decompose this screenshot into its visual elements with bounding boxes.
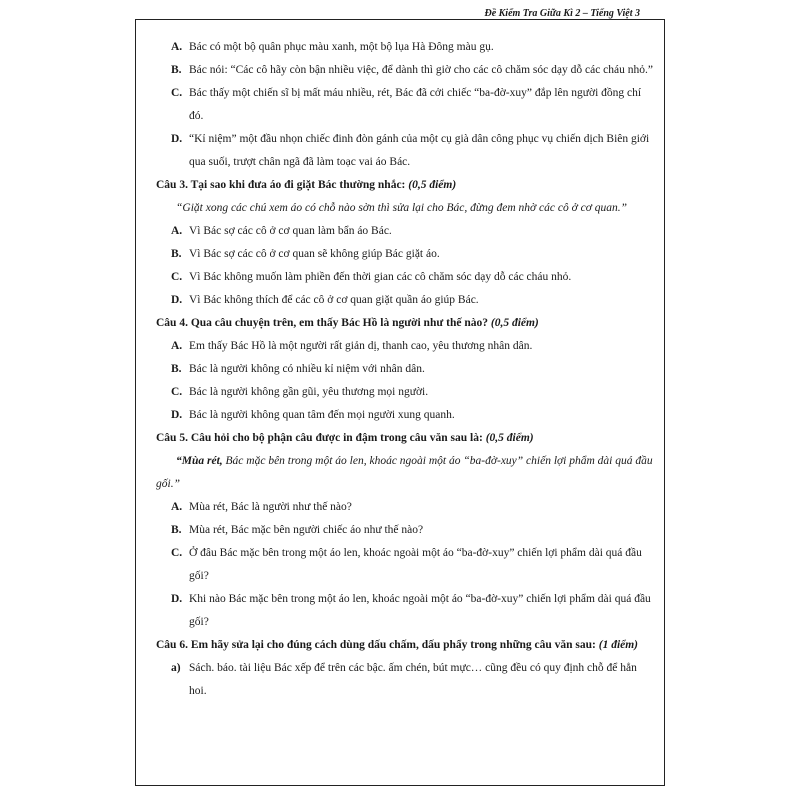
option-text: Bác có một bộ quân phục màu xanh, một bộ lụa Hà Đông màu gụ.: [189, 41, 494, 53]
option-letter: D.: [171, 294, 183, 306]
option-text: Bác nói: “Các cô hãy còn bận nhiều việc, để dành thì giờ cho các cô chăm sóc dạy dỗ các cháu nhỏ.”: [189, 64, 653, 76]
answer-option: [156, 266, 656, 289]
question-text: Câu 4. Qua câu chuyện trên, em thấy Bác Hồ là người như thế nào?: [156, 317, 491, 329]
question-text: Câu 3. Tại sao khi đưa áo đi giặt Bác thường nhắc:: [156, 179, 409, 191]
answer-option: [156, 289, 656, 312]
answer-option: [156, 381, 656, 404]
answer-option: [156, 36, 656, 59]
option-text: Vì Bác sợ các cô ở cơ quan làm bẩn áo Bác.: [189, 225, 392, 237]
quoted-passage: [156, 197, 656, 220]
option-letter: D.: [171, 133, 183, 145]
option-letter: C.: [171, 87, 183, 99]
option-text: Vì Bác không muốn làm phiền đến thời gian các cô chăm sóc dạy dỗ các cháu nhỏ.: [189, 271, 572, 283]
question-text: Câu 5. Câu hỏi cho bộ phận câu được in đậm trong câu văn sau là:: [156, 432, 486, 444]
question-points: (1 điểm): [598, 639, 639, 651]
option-letter: B.: [171, 248, 182, 260]
option-letter: B.: [171, 524, 182, 536]
option-text: “Kỉ niệm” một đầu nhọn chiếc đinh đòn gánh của một cụ già dân công phục vụ chiến dịch Biên giới qua suối, trượt chân ngã đã làm toạc vai áo Bác.: [189, 133, 650, 168]
answer-option: [156, 358, 656, 381]
option-text: Bác là người không gần gũi, yêu thương mọi người.: [189, 386, 429, 398]
quoted-passage: [156, 450, 656, 496]
quote-text: Bác mặc bên trong một áo len, khoác ngoài một áo “ba-đờ-xuy” chiến lợi phẩm dài quá đầu gối.”: [156, 455, 653, 490]
answer-option: [156, 128, 656, 174]
page-header: Đề Kiểm Tra Giữa Kì 2 – Tiếng Việt 3: [484, 8, 640, 19]
option-letter: C.: [171, 386, 183, 398]
answer-option: [156, 519, 656, 542]
question-points: (0,5 điểm): [485, 432, 534, 444]
option-letter: B.: [171, 363, 182, 375]
answer-option: [156, 243, 656, 266]
question-points: (0,5 điểm): [408, 179, 457, 191]
question-title: [156, 174, 656, 197]
option-text: Vì Bác không thích để các cô ở cơ quan giặt quần áo giúp Bác.: [189, 294, 479, 306]
option-letter: B.: [171, 64, 182, 76]
answer-option: [156, 82, 656, 128]
answer-option: [156, 220, 656, 243]
answer-option: [156, 588, 656, 634]
answer-option: [156, 657, 656, 703]
option-letter: A.: [171, 501, 183, 513]
answer-option: [156, 542, 656, 588]
question-title: [156, 312, 656, 335]
option-text: Khi nào Bác mặc bên trong một áo len, khoác ngoài một áo “ba-đờ-xuy” chiến lợi phẩm dài quá đầu gối?: [189, 593, 651, 628]
exam-content: [156, 36, 656, 703]
option-text: Sách. báo. tài liệu Bác xếp để trên các bậc. ấm chén, bút mực… cũng đều có quy định chỗ để hẳn hoi.: [189, 662, 637, 697]
quote-text: “Giặt xong các chú xem áo có chỗ nào sờn thì sửa lại cho Bác, đừng đem nhờ các cô ở cơ quan.”: [176, 202, 628, 214]
option-letter: A.: [171, 225, 183, 237]
option-letter: a): [171, 662, 181, 674]
option-text: Vì Bác sợ các cô ở cơ quan sẽ không giúp Bác giặt áo.: [189, 248, 440, 260]
option-text: Ở đâu Bác mặc bên trong một áo len, khoác ngoài một áo “ba-đờ-xuy” chiến lợi phẩm dài quá đầu gối?: [189, 547, 642, 582]
question-points: (0,5 điểm): [490, 317, 539, 329]
option-text: Mùa rét, Bác mặc bên người chiếc áo như thế nào?: [189, 524, 424, 536]
option-letter: A.: [171, 340, 183, 352]
option-letter: C.: [171, 547, 183, 559]
option-letter: C.: [171, 271, 183, 283]
answer-option: [156, 59, 656, 82]
question-text: Câu 6. Em hãy sửa lại cho đúng cách dùng dấu chấm, dấu phẩy trong những câu văn sau:: [156, 639, 599, 651]
answer-option: [156, 335, 656, 358]
answer-option: [156, 404, 656, 427]
option-text: Bác là người không quan tâm đến mọi người xung quanh.: [189, 409, 455, 421]
option-letter: D.: [171, 593, 183, 605]
question-title: [156, 427, 656, 450]
option-text: Bác thấy một chiến sĩ bị mất máu nhiều, rét, Bác đã cởi chiếc “ba-đờ-xuy” đắp lên người đồng chí đó.: [189, 87, 642, 122]
question-title: [156, 634, 656, 657]
answer-option: [156, 496, 656, 519]
option-letter: D.: [171, 409, 183, 421]
option-letter: A.: [171, 41, 183, 53]
bold-phrase: “Mùa rét,: [176, 455, 223, 467]
option-text: Bác là người không có nhiều kỉ niệm với nhân dân.: [189, 363, 425, 375]
option-text: Em thấy Bác Hồ là một người rất giản dị, thanh cao, yêu thương nhân dân.: [189, 340, 533, 352]
option-text: Mùa rét, Bác là người như thế nào?: [189, 501, 352, 513]
